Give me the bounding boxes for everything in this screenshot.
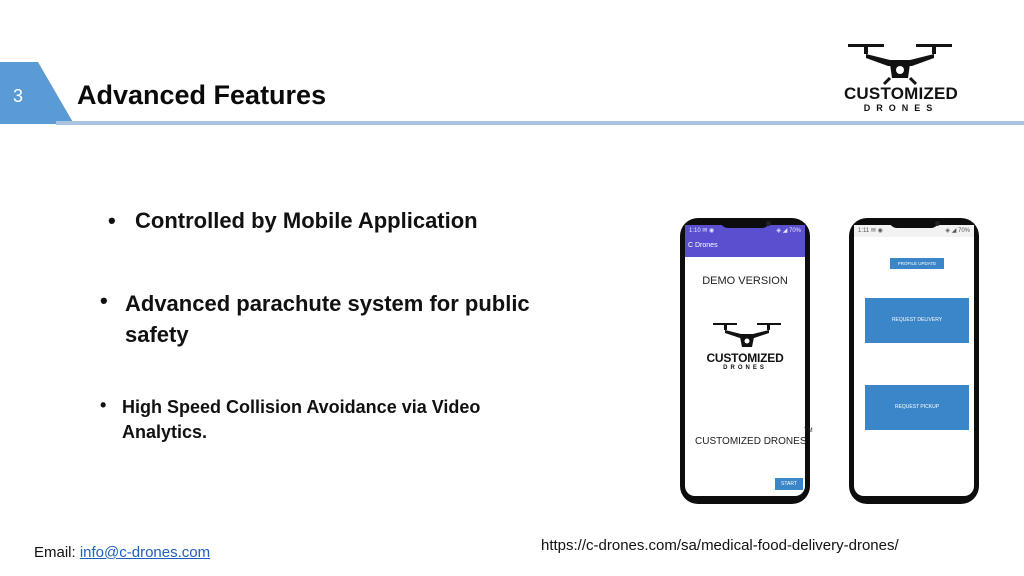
logo-subtitle: DRONES [863, 103, 939, 113]
bullet-marker: • [108, 208, 116, 233]
footer-email [34, 544, 210, 561]
source-url: https://c-drones.com/sa/medical-food-delivery-drones/ [541, 537, 899, 554]
request-delivery-button[interactable]: REQUEST DELIVERY [865, 298, 969, 343]
app-bar-title: C Drones [688, 242, 718, 249]
logo-wordmark: CUSTOMIZED [843, 84, 959, 103]
demo-version-label: DEMO VERSION [702, 275, 788, 287]
camera-icon [766, 221, 771, 226]
bullet-text: Advanced parachute system for public safety [125, 291, 530, 347]
status-bar-right: ◈ ◢ 70% [776, 228, 801, 234]
phone-screen [685, 225, 813, 496]
status-bar-right: ◈ ◢ 70% [945, 228, 970, 234]
start-button[interactable]: START [775, 478, 803, 490]
email-link[interactable]: info@c-drones.com [79, 544, 211, 561]
phone-notch [720, 218, 770, 228]
bullet-text: Controlled by Mobile Application [135, 208, 478, 233]
profile-update-button[interactable]: PROFILE UPDATE [890, 258, 944, 269]
bullet-marker: • [100, 288, 108, 313]
bullet-marker: • [100, 395, 107, 415]
email-label: Email: [34, 544, 80, 561]
status-bar-left: 1:10 ✉ ◉ [689, 228, 715, 234]
slide-title: Advanced Features [77, 80, 327, 110]
slide-number-tab [0, 62, 74, 124]
app-logo-subtitle: DRONES [723, 365, 767, 371]
app-bar [685, 237, 805, 257]
trademark-mark: TM [804, 428, 813, 434]
phone-request-screen [849, 218, 979, 504]
slide-number: 3 [13, 86, 24, 106]
app-name-label: CUSTOMIZED DRONES [695, 436, 807, 447]
phone-notch [889, 218, 939, 228]
camera-icon [935, 221, 940, 226]
phone-demo-screen [680, 218, 813, 504]
header-rule [56, 121, 1024, 125]
bullet-text: High Speed Collision Avoidance via Video Analytics. [122, 397, 481, 442]
app-logo-wordmark: CUSTOMIZED [706, 351, 784, 365]
status-bar-left: 1:11 ✉ ◉ [858, 228, 883, 234]
request-pickup-button[interactable]: REQUEST PICKUP [865, 385, 969, 430]
phone-screen [854, 225, 974, 496]
